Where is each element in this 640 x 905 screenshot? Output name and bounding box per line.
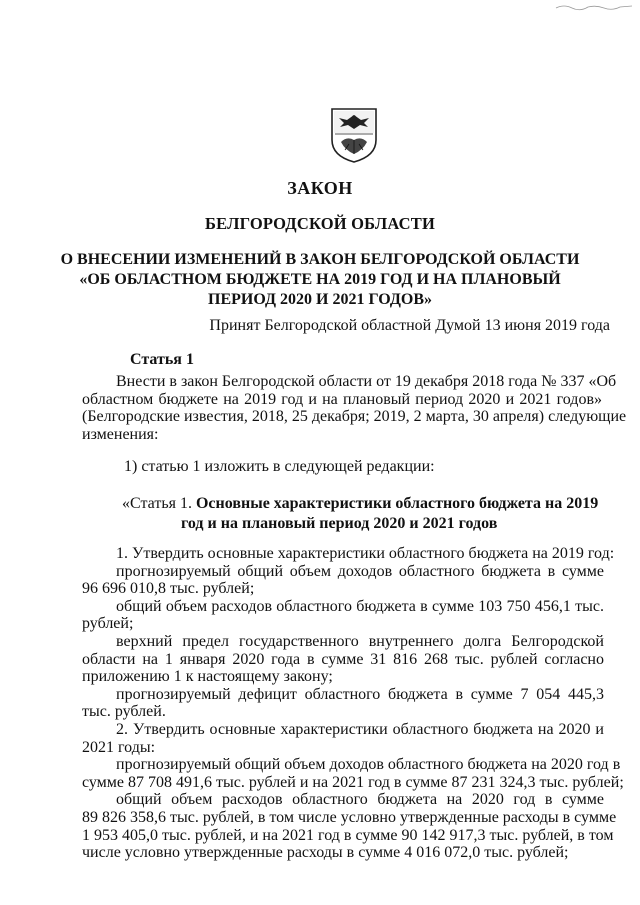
text-line: общий объем расходов областного бюджета на 2020 год в сумме bbox=[116, 791, 604, 809]
item-one bbox=[82, 458, 602, 476]
scan-artifact bbox=[554, 2, 634, 12]
quoted-article-title bbox=[122, 494, 598, 534]
text-line: области на 1 января 2020 года в сумме 31 816 268 тыс. рублей согласно bbox=[82, 650, 604, 668]
text-line: изменения: bbox=[82, 425, 159, 443]
subject-line: ПЕРИОД 2020 И 2021 ГОДОВ» bbox=[208, 291, 432, 308]
text-line: прогнозируемый общий объем доходов областного бюджета в сумме bbox=[116, 562, 604, 580]
article-body bbox=[82, 545, 624, 862]
text-line: 2. Утвердить основные характеристики областного бюджета на 2020 и bbox=[116, 720, 604, 738]
quoted-article-title-line: Основные характеристики областного бюджета на 2019 bbox=[195, 495, 599, 512]
text-line: 1 953 405,0 тыс. рублей, и на 2021 год в сумме 90 142 917,3 тыс. рублей, в том bbox=[82, 826, 614, 844]
text-line: 96 696 010,8 тыс. рублей; bbox=[82, 580, 255, 598]
article-heading: Статья 1 bbox=[130, 351, 194, 368]
text-line: приложению 1 к настоящему закону; bbox=[82, 668, 333, 686]
text-line: рублей; bbox=[82, 615, 134, 633]
text-line: Внести в закон Белгородской области от 19 декабря 2018 года № 337 «Об bbox=[116, 373, 617, 390]
article-intro bbox=[82, 373, 627, 443]
subject-line: «ОБ ОБЛАСТНОМ БЮДЖЕТЕ НА 2019 ГОД И НА ПЛАНОВЫЙ bbox=[79, 271, 561, 288]
subject-line: О ВНЕСЕНИИ ИЗМЕНЕНИЙ В ЗАКОН БЕЛГОРОДСКОЙ ОБЛАСТИ bbox=[60, 251, 580, 268]
law-title: ЗАКОН bbox=[287, 178, 353, 198]
text-line: 1. Утвердить основные характеристики областного бюджета на 2019 год: bbox=[116, 545, 615, 562]
region-title: БЕЛГОРОДСКОЙ ОБЛАСТИ bbox=[205, 214, 435, 233]
text-line: сумме 87 708 491,6 тыс. рублей и на 2021 год в сумме 87 231 324,3 тыс. рублей; bbox=[82, 773, 624, 791]
coat-of-arms-icon bbox=[329, 106, 379, 164]
text-line: (Белгородские известия, 2018, 25 декабря; 2019, 2 марта, 30 апреля) следующие bbox=[82, 408, 627, 426]
text-line: областном бюджете на 2019 год и на плановый период 2020 и 2021 годов» bbox=[82, 390, 602, 408]
text-line: 2021 годы: bbox=[82, 738, 156, 756]
text-line: 1) статью 1 изложить в следующей редакции: bbox=[124, 458, 435, 475]
quoted-article-prefix: «Статья 1. bbox=[122, 495, 192, 512]
text-line: верхний предел государственного внутреннего долга Белгородской bbox=[116, 632, 604, 650]
text-line: числе условно утвержденные расходы в сумме 4 016 072,0 тыс. рублей; bbox=[82, 844, 569, 862]
adoption-date: Принят Белгородской областной Думой 13 июня 2019 года bbox=[209, 317, 610, 334]
quoted-article-title-line: год и на плановый период 2020 и 2021 годов bbox=[181, 515, 498, 532]
text-line: общий объем расходов областного бюджета в сумме 103 750 456,1 тыс. bbox=[116, 597, 604, 615]
text-line: прогнозируемый общий объем доходов областного бюджета на 2020 год в bbox=[116, 756, 621, 774]
law-subject bbox=[0, 250, 640, 310]
text-line: тыс. рублей. bbox=[82, 703, 166, 721]
text-line: прогнозируемый дефицит областного бюджета в сумме 7 054 445,3 bbox=[116, 685, 604, 703]
text-line: 89 826 358,6 тыс. рублей, в том числе условно утвержденные расходы в сумме bbox=[82, 808, 617, 826]
